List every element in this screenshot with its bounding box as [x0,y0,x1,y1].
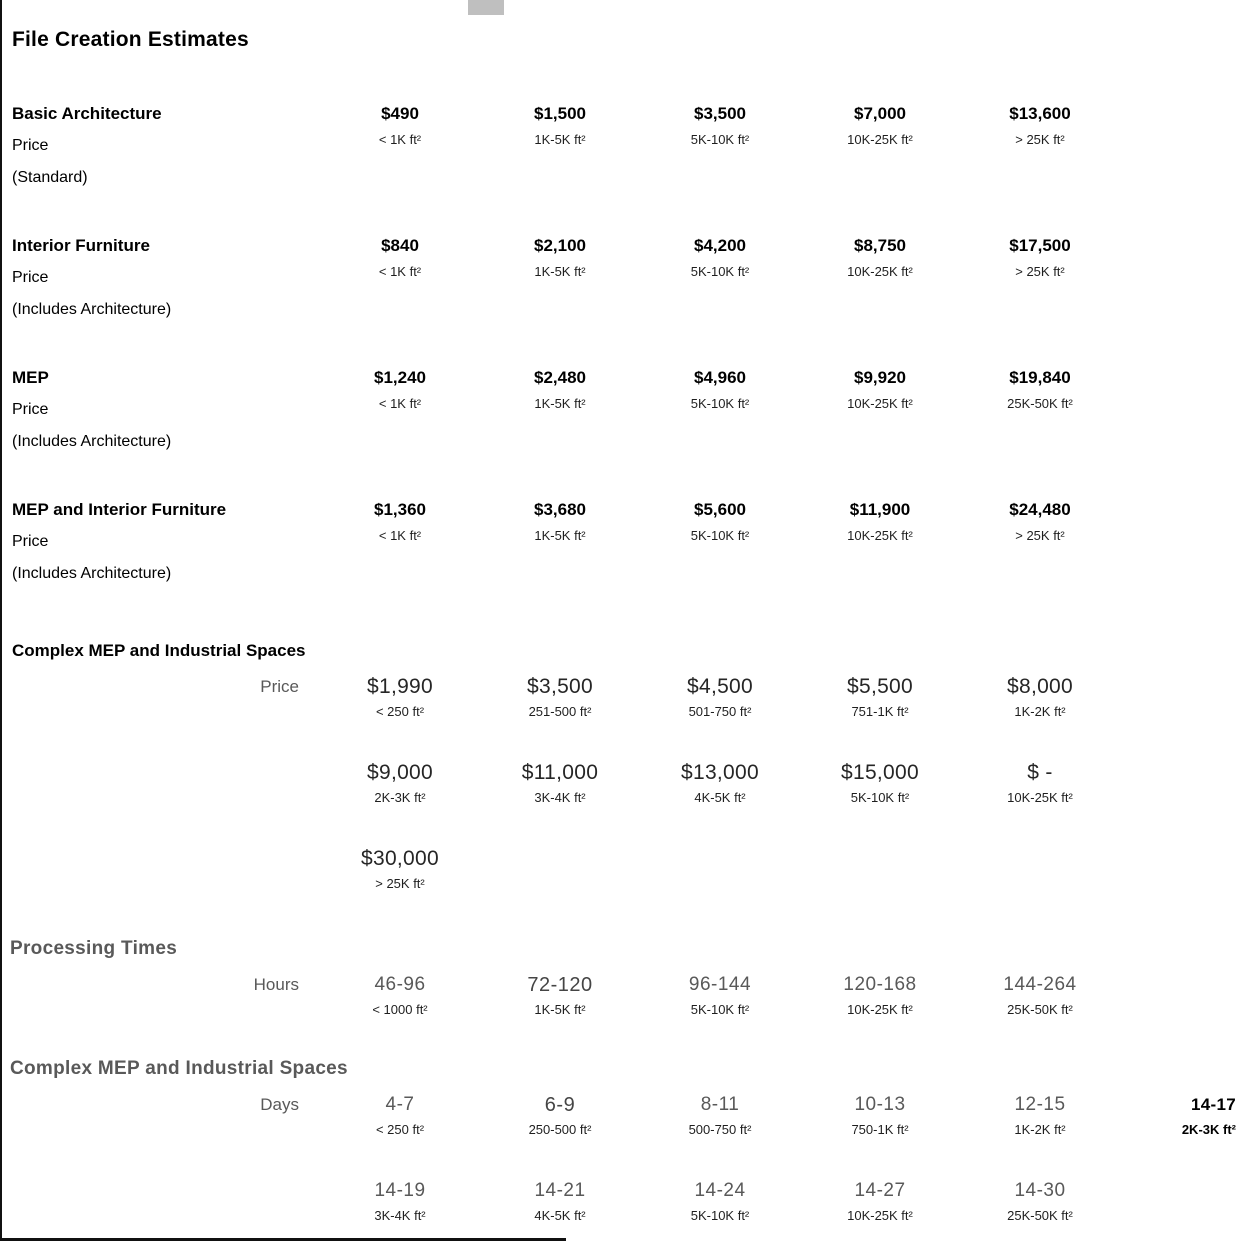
price-cell [320,758,480,808]
section-name: Basic Architecture [12,104,162,123]
row-label-days: Days [260,1095,299,1114]
size-range: 5K-10K ft² [690,396,750,411]
price-cell [480,494,640,590]
price-value: $1,500 [534,104,586,123]
price-value: $30,000 [360,847,439,870]
hours-value: 46-96 [374,974,426,995]
size-range: 5K-10K ft² [690,528,750,543]
days-cell [640,1090,800,1140]
price-value: $11,000 [521,761,599,784]
section-line3: (Standard) [12,169,88,186]
price-cell [480,230,640,326]
top-crop-artifact [468,0,504,15]
size-range: 2K-3K ft² [374,790,426,805]
price-value: $3,680 [534,500,586,519]
price-value: $8,000 [1006,675,1074,698]
days-cell [320,1090,480,1140]
price-cell [960,758,1120,808]
days-cell [960,1090,1120,1140]
size-range: 4K-5K ft² [534,1208,586,1223]
size-range: 10K-25K ft² [847,528,913,543]
size-range: < 1K ft² [378,528,422,543]
size-range: 3K-4K ft² [534,790,586,805]
size-range: < 1K ft² [378,132,422,147]
complex-price-row-3 [0,844,1240,894]
hours-cell [320,970,480,1020]
size-range: 10K-25K ft² [1007,790,1073,805]
section-name: MEP [12,368,49,387]
price-value: $5,500 [846,675,914,698]
price-value: $1,360 [374,500,426,519]
row-label-hours: Hours [253,975,299,994]
size-range: 10K-25K ft² [847,1208,913,1223]
price-value: $13,000 [680,761,759,784]
size-range: 1K-2K ft² [1014,1122,1066,1137]
size-range: < 250 ft² [375,704,425,719]
hours-value: 144-264 [1003,974,1077,995]
section-header [0,230,320,326]
size-range: 500-750 ft² [688,1122,752,1137]
size-range: 1K-5K ft² [534,1002,586,1017]
price-value: $3,500 [526,675,594,698]
days-value: 14-17 [1191,1095,1236,1114]
days-value: 14-30 [1014,1180,1066,1201]
days-cell [640,1176,800,1226]
section-line2: Price [12,269,49,286]
section-line2: Price [12,401,49,418]
days-cell [480,1090,640,1140]
days-cell [800,1090,960,1140]
hours-value: 120-168 [843,974,917,995]
price-value: $15,000 [840,761,919,784]
price-cell [960,362,1120,458]
price-cell [800,758,960,808]
size-range: 1K-5K ft² [534,264,586,279]
size-range: > 25K ft² [375,876,425,891]
size-range: 1K-2K ft² [1014,704,1066,719]
days-value: 4-7 [385,1094,415,1115]
price-cell [960,230,1120,326]
days-value: 12-15 [1014,1094,1066,1115]
price-cell [800,672,960,722]
price-cell [960,98,1120,194]
section-header [0,362,320,458]
page-title: File Creation Estimates [12,28,249,51]
price-cell [320,494,480,590]
processing-hours-row [0,970,1240,1020]
section-header [0,98,320,194]
days-value: 14-19 [374,1180,426,1201]
section-name: Interior Furniture [12,236,150,255]
price-cell [320,362,480,458]
price-value: $4,500 [686,675,754,698]
hours-value: 72-120 [527,974,593,996]
price-cell [640,758,800,808]
price-cell [320,672,480,722]
size-range: 250-500 ft² [528,1122,592,1137]
price-value: $8,750 [854,236,906,255]
section-name: MEP and Interior Furniture [12,500,227,519]
size-range: < 1K ft² [378,396,422,411]
days-cell [320,1176,480,1226]
price-value: $2,480 [534,368,586,387]
size-range: 25K-50K ft² [1007,396,1073,411]
hours-cell [800,970,960,1020]
size-range: 4K-5K ft² [694,790,746,805]
size-range: 10K-25K ft² [847,396,913,411]
row-label-price: Price [260,677,299,696]
days-cell [960,1176,1120,1226]
size-range: 5K-10K ft² [690,264,750,279]
price-value: $1,240 [374,368,426,387]
price-cell [480,362,640,458]
price-cell [640,98,800,194]
days-value: 14-24 [694,1180,746,1201]
days-cell-emphasized [1120,1090,1240,1140]
hours-cell [640,970,800,1020]
days-value: 6-9 [544,1094,576,1116]
price-value: $24,480 [1009,500,1071,519]
size-range: < 1K ft² [378,264,422,279]
section-basic-architecture [0,98,1240,194]
section-line3: (Includes Architecture) [12,301,172,318]
price-value: $3,500 [694,104,746,123]
size-range: 1K-5K ft² [534,132,586,147]
price-cell [800,494,960,590]
price-cell [800,362,960,458]
size-range: 25K-50K ft² [1007,1002,1073,1017]
complex-days-row-1 [0,1090,1240,1140]
size-range: < 1000 ft² [372,1002,428,1017]
days-value: 8-11 [700,1094,740,1115]
price-cell [960,672,1120,722]
price-value: $2,100 [534,236,586,255]
price-cell [320,230,480,326]
price-value: $19,840 [1009,368,1071,387]
price-cell [320,98,480,194]
price-value: $7,000 [854,104,906,123]
size-range: 10K-25K ft² [847,1002,913,1017]
price-cell [480,672,640,722]
price-cell [800,98,960,194]
complex-days-heading: Complex MEP and Industrial Spaces [10,1058,348,1079]
price-value: $ - [1027,761,1053,784]
hours-value: 96-144 [688,974,752,995]
size-range: 751-1K ft² [851,704,909,719]
row-label-empty [0,844,320,894]
price-cell [960,494,1120,590]
price-cell [640,494,800,590]
days-value: 14-27 [854,1180,906,1201]
hours-cell [960,970,1120,1020]
row-label-empty [0,1176,320,1226]
days-value: 14-21 [534,1180,586,1201]
price-cell [480,98,640,194]
size-range: 5K-10K ft² [690,1002,750,1017]
size-range: > 25K ft² [1015,264,1065,279]
size-range: 501-750 ft² [688,704,752,719]
size-range: 5K-10K ft² [690,1208,750,1223]
price-value: $13,600 [1009,104,1071,123]
row-label-empty [0,758,320,808]
size-range: 10K-25K ft² [847,264,913,279]
price-value: $840 [381,236,419,255]
size-range: 1K-5K ft² [534,528,586,543]
section-interior-furniture [0,230,1240,326]
size-range: 25K-50K ft² [1007,1208,1073,1223]
section-line3: (Includes Architecture) [12,433,172,450]
price-value: $9,920 [854,368,906,387]
section-mep [0,362,1240,458]
price-cell [320,844,480,894]
price-value: $9,000 [366,761,434,784]
price-value: $17,500 [1009,236,1071,255]
size-range: 1K-5K ft² [534,396,586,411]
section-line2: Price [12,533,49,550]
complex-days-row-2 [0,1176,1240,1226]
complex-price-heading: Complex MEP and Industrial Spaces [12,641,306,660]
price-value: $11,900 [849,500,911,519]
price-cell [640,672,800,722]
section-line3: (Includes Architecture) [12,565,172,582]
price-value: $490 [381,104,419,123]
size-range: > 25K ft² [1015,528,1065,543]
price-cell [480,758,640,808]
days-cell [480,1176,640,1226]
size-range: 251-500 ft² [528,704,592,719]
price-value: $1,990 [366,675,434,698]
price-value: $4,200 [694,236,746,255]
size-range: > 25K ft² [1015,132,1065,147]
price-value: $4,960 [694,368,746,387]
days-value: 10-13 [854,1094,906,1115]
size-range: 10K-25K ft² [847,132,913,147]
complex-price-row-1 [0,672,1240,722]
section-line2: Price [12,137,49,154]
price-value: $5,600 [694,500,746,519]
size-range: 2K-3K ft² [1181,1122,1236,1137]
size-range: 5K-10K ft² [690,132,750,147]
processing-times-heading: Processing Times [10,938,178,959]
section-mep-interior-furniture [0,494,1240,590]
days-cell [800,1176,960,1226]
size-range: 5K-10K ft² [850,790,910,805]
section-header [0,494,320,590]
size-range: 3K-4K ft² [374,1208,426,1223]
size-range: < 250 ft² [375,1122,425,1137]
price-cell [640,230,800,326]
complex-price-row-2 [0,758,1240,808]
price-cell [800,230,960,326]
price-cell [640,362,800,458]
hours-cell [480,970,640,1020]
left-cell-border [0,0,2,1241]
size-range: 750-1K ft² [851,1122,909,1137]
